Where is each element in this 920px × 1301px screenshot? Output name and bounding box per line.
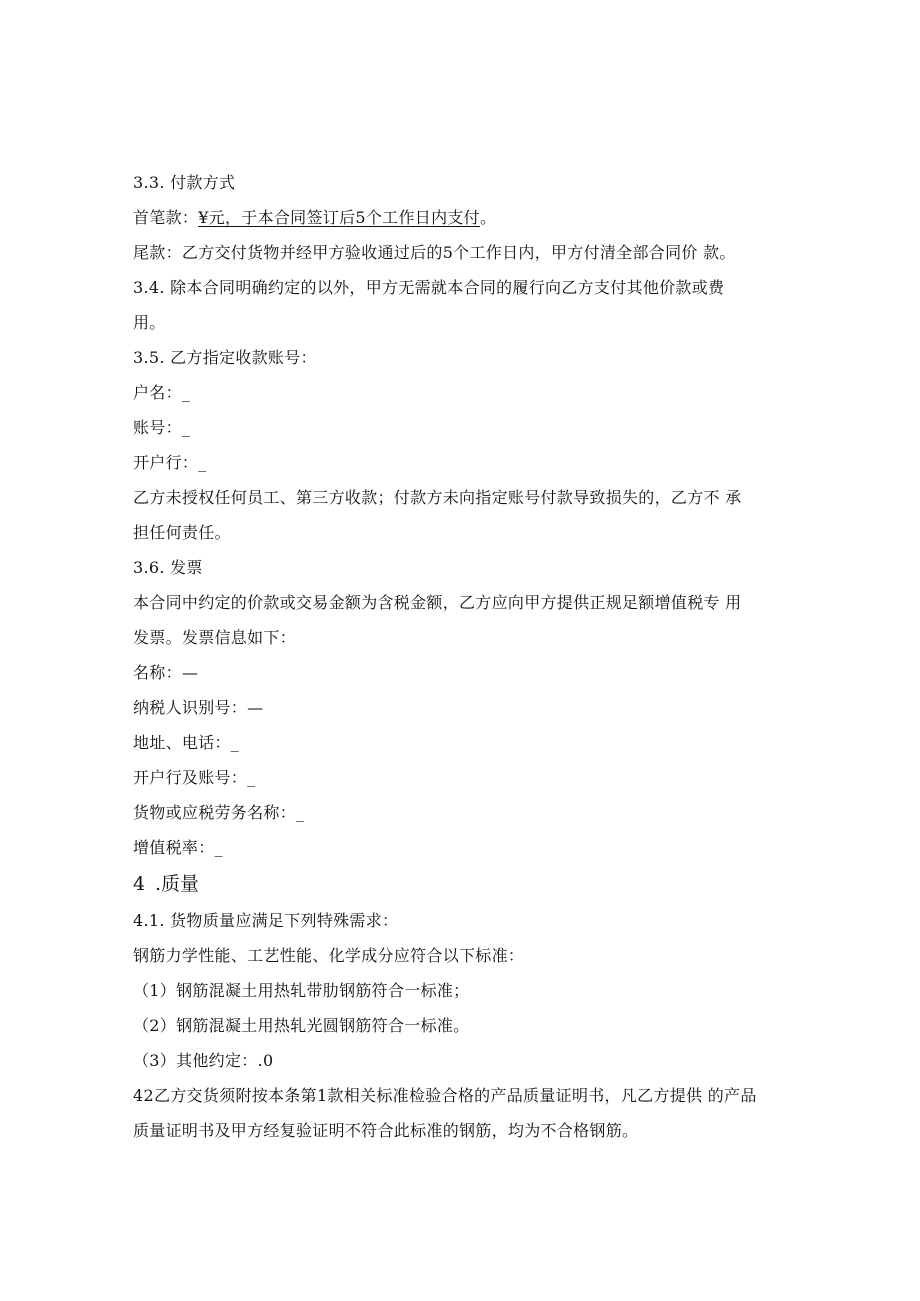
standard-item-3: （3）其他约定：.0 (133, 1051, 274, 1070)
invoice-desc-line2: 发票。发票信息如下： (133, 628, 297, 647)
invoice-name-field: 名称：— (133, 663, 199, 682)
account-number-field: 账号：_ (133, 418, 191, 437)
invoice-vat-rate-field: 增值税率：_ (133, 838, 223, 857)
section-3-5-title: 3.5. 乙方指定收款账号： (133, 348, 317, 367)
section-4-1-title: 4.1. 货物质量应满足下列特殊需求： (133, 911, 399, 930)
bank-field: 开户行：_ (133, 453, 207, 472)
payment-note-line1: 乙方未授权任何员工、第三方收款；付款方未向指定账号付款导致损失的，乙方不 承 (133, 488, 742, 507)
contract-page (133, 165, 793, 1148)
section-3-3-title: 3.3. 付款方式 (133, 173, 236, 192)
first-payment-terms: ¥元，于本合同签订后5个工作日内支付 (198, 208, 480, 227)
invoice-taxpayer-id-field: 纳税人识别号：— (133, 698, 264, 717)
invoice-desc-line1: 本合同中约定的价款或交易金额为含税金额，乙方应向甲方提供正规足额增值税专 用 (133, 593, 742, 612)
invoice-address-phone-field: 地址、电话：_ (133, 733, 240, 752)
section-4-number: 4 (133, 873, 146, 895)
section-3-4-line2: 用。 (133, 313, 166, 332)
first-payment-line (133, 200, 793, 235)
payment-note-line2: 担任何责任。 (133, 523, 231, 542)
invoice-goods-name-field: 货物或应税劳务名称：_ (133, 803, 305, 822)
section-3-6-title: 3.6. 发票 (133, 558, 203, 577)
account-name-field: 户名：_ (133, 383, 191, 402)
first-payment-label: 首笔款： (133, 208, 199, 227)
section-4-2-line2: 质量证明书及甲方经复验证明不符合此标准的钢筋，均为不合格钢筋。 (133, 1121, 639, 1140)
invoice-bank-account-field: 开户行及账号：_ (133, 768, 256, 787)
section-4-2-line1: 42乙方交货须附按本条第1款相关标准检验合格的产品质量证明书，凡乙方提供 的产品 (133, 1086, 757, 1105)
section-4-heading (133, 865, 793, 903)
section-3-4-line1: 3.4. 除本合同明确约定的以外，甲方无需就本合同的履行向乙方支付其他价款或费 (133, 278, 725, 297)
section-4-title: .质量 (155, 873, 200, 895)
standard-item-2: （2）钢筋混凝土用热轧光圆钢筋符合一标准。 (133, 1016, 470, 1035)
standard-item-1: （1）钢筋混凝土用热轧带肋钢筋符合一标准； (133, 981, 470, 1000)
first-payment-end: 。 (479, 208, 497, 227)
final-payment-line: 尾款：乙方交付货物并经甲方验收通过后的5个工作日内，甲方付清全部合同价 款。 (133, 243, 736, 262)
section-4-1-intro: 钢筋力学性能、工艺性能、化学成分应符合以下标准： (133, 946, 525, 965)
